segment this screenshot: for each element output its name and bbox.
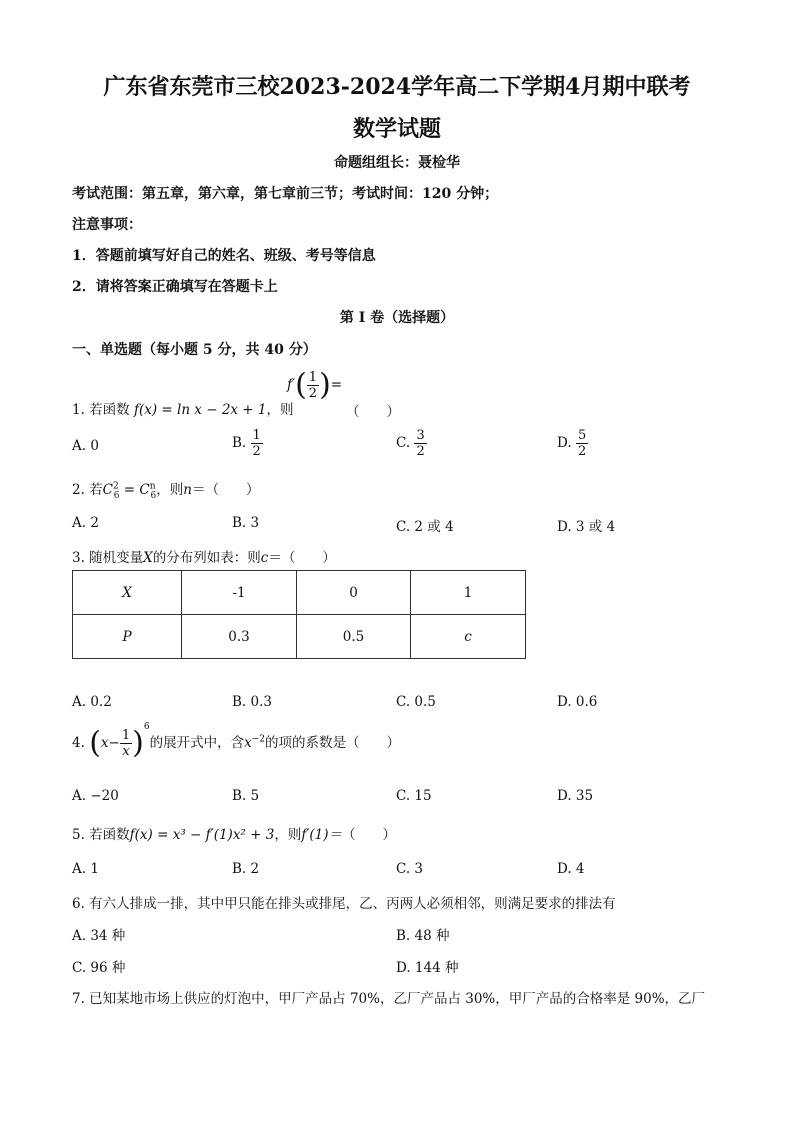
table-cell: 1 bbox=[411, 571, 526, 615]
table-cell: 0 bbox=[297, 571, 411, 615]
table-cell: c bbox=[411, 615, 526, 659]
table-row bbox=[73, 615, 526, 659]
distribution-table bbox=[72, 570, 526, 659]
q5-option-b: B. 2 bbox=[232, 861, 260, 877]
leader-line: 命题组组长：聂检华 bbox=[334, 155, 460, 171]
q4-option-b: B. 5 bbox=[232, 788, 260, 804]
q5-option-c: C. 3 bbox=[396, 861, 424, 877]
q4-option-d: D. 35 bbox=[557, 788, 594, 804]
q3-option-a: A. 0.2 bbox=[72, 694, 112, 710]
q5-option-a: A. 1 bbox=[72, 861, 99, 877]
q3-option-b: B. 0.3 bbox=[232, 694, 272, 710]
table-cell: P bbox=[73, 615, 182, 659]
note-1: 1．答题前填写好自己的姓名、班级、考号等信息 bbox=[72, 248, 376, 264]
note-2: 2．请将答案正确填写在答题卡上 bbox=[72, 279, 278, 295]
document-title: 广东省东莞市三校2023-2024学年高二下学期4月期中联考 bbox=[103, 74, 691, 100]
question-2: 2. 若$C^2_6 = C^n_6$，则n＝（ ） bbox=[72, 481, 260, 501]
q6-option-b: B. 48 种 bbox=[396, 928, 450, 944]
q3-option-c: C. 0.5 bbox=[396, 694, 436, 710]
q5-option-d: D. 4 bbox=[557, 861, 585, 877]
question-4: 4. (x− $\frac{1}{x}$ )$^6$的展开式中，含$x^{-2}$的项的系数是（ ） bbox=[72, 722, 400, 761]
q1-ask: f′( $\frac{1}{2}$ )= bbox=[287, 367, 343, 403]
table-row bbox=[73, 571, 526, 615]
q4-option-a: A. −20 bbox=[72, 788, 119, 804]
q6-option-c: C. 96 种 bbox=[72, 960, 126, 976]
section-heading: 一、单选题（每小题 5 分，共 40 分） bbox=[72, 342, 317, 358]
question-6: 6. 有六人排成一排，其中甲只能在排头或排尾，乙、丙两人必须相邻，则满足要求的排法有 bbox=[72, 896, 616, 912]
question-7: 7. 已知某地市场上供应的灯泡中，甲厂产品占 70%，乙厂产品占 30%，甲厂产品的合格率是 90%，乙厂 bbox=[72, 991, 706, 1007]
table-cell: 0.5 bbox=[297, 615, 411, 659]
q3-option-d: D. 0.6 bbox=[557, 694, 598, 710]
q1-option-b: B. $\frac{1}{2}$ bbox=[232, 428, 261, 459]
q2-option-d: D. 3 或 4 bbox=[557, 519, 616, 535]
q2-option-c: C. 2 或 4 bbox=[396, 519, 454, 535]
table-cell: -1 bbox=[182, 571, 297, 615]
q2-option-a: A. 2 bbox=[72, 515, 99, 531]
document-subtitle: 数学试题 bbox=[352, 116, 441, 142]
q2-option-b: B. 3 bbox=[232, 515, 260, 531]
notes-title: 注意事项： bbox=[72, 217, 142, 233]
question-1: 1. 若函数 f(x) = ln x − 2x + 1，则 bbox=[72, 402, 294, 418]
q1-option-d: D. $\frac{5}{2}$ bbox=[557, 428, 587, 459]
question-5: 5. 若函数f(x) = x³ − f′(1)x² + 3，则f′(1)＝（ ） bbox=[72, 827, 397, 843]
table-cell: X bbox=[73, 571, 182, 615]
volume-heading: 第 I 卷（选择题） bbox=[339, 310, 455, 326]
q6-option-a: A. 34 种 bbox=[72, 928, 126, 944]
exam-scope: 考试范围：第五章，第六章，第七章前三节；考试时间：120 分钟； bbox=[72, 186, 499, 202]
q1-function: f(x) = ln x − 2x + 1 bbox=[133, 402, 267, 418]
table-cell: 0.3 bbox=[182, 615, 297, 659]
q4-option-c: C. 15 bbox=[396, 788, 432, 804]
q6-option-d: D. 144 种 bbox=[396, 960, 459, 976]
q1-option-a: A. 0 bbox=[72, 438, 99, 454]
q1-option-c: C. $\frac{3}{2}$ bbox=[396, 428, 425, 459]
question-3: 3. 随机变量X的分布列如表：则c＝（ ） bbox=[72, 550, 336, 566]
q1-blank: （ ） bbox=[346, 404, 400, 420]
